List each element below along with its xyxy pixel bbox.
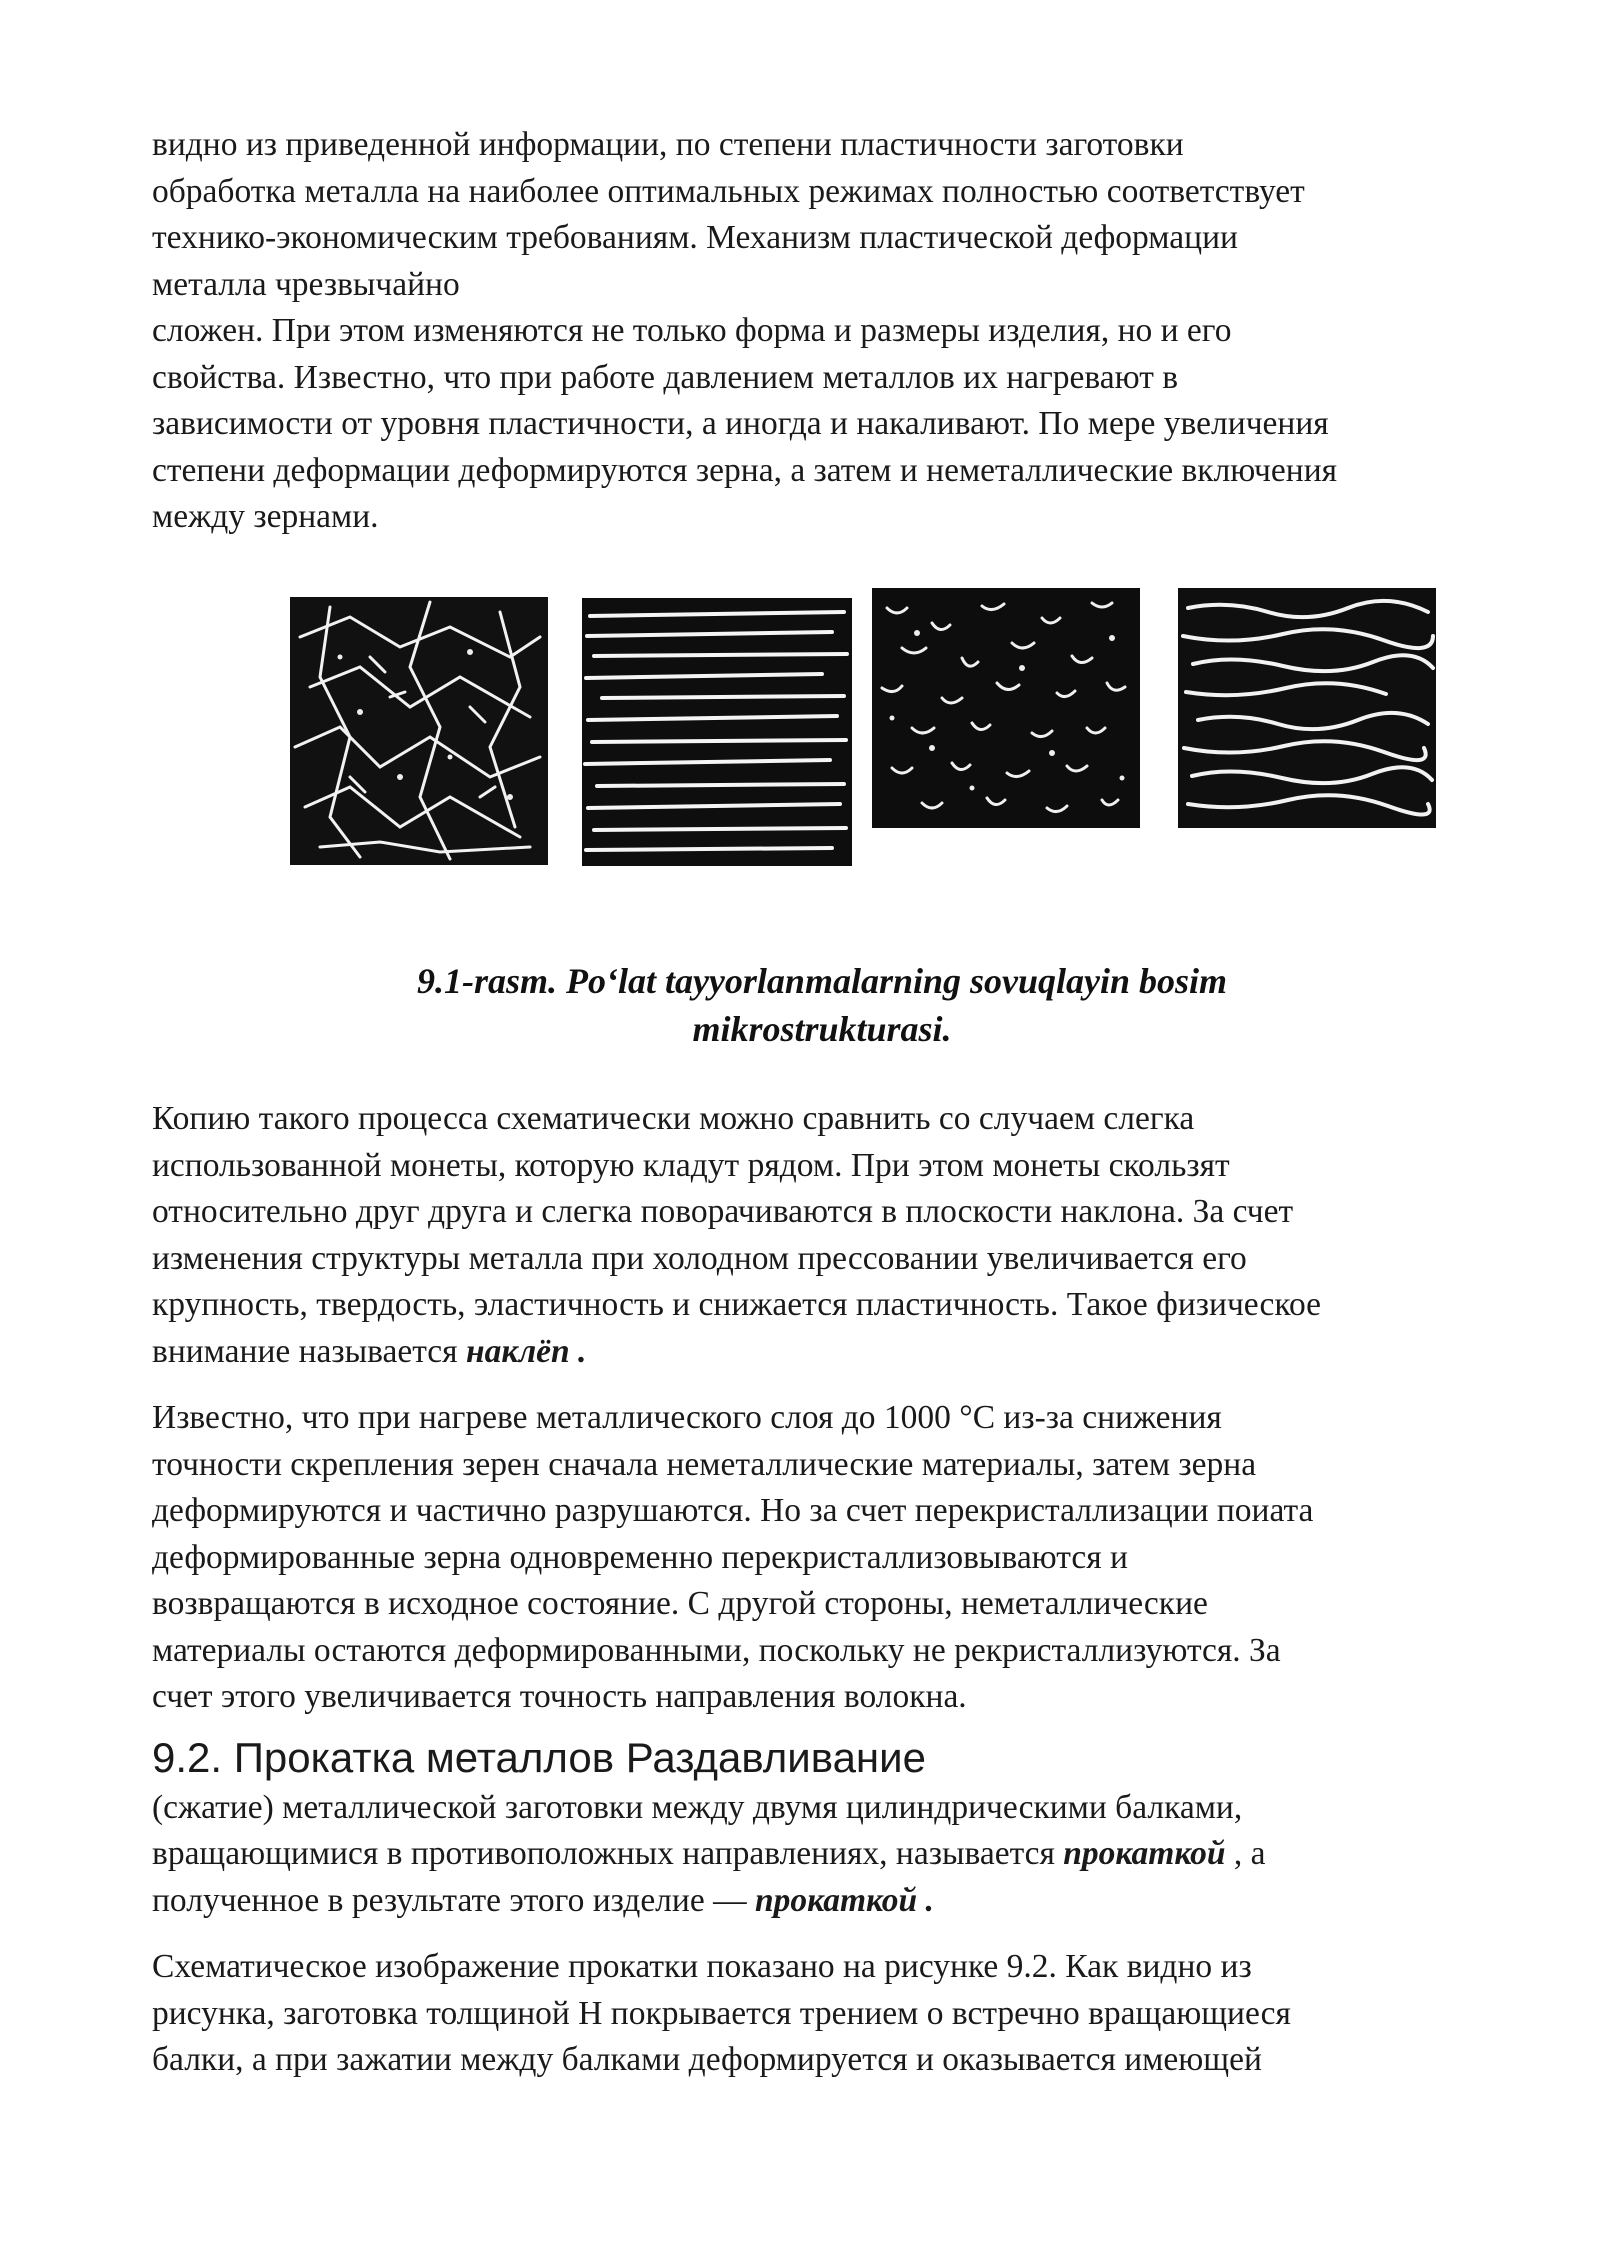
paragraph-heating [152, 1395, 1492, 1721]
paragraph-coins [152, 1096, 1492, 1375]
text-line: Копию такого процесса схематически можно сравнить со случаем слегка [152, 1100, 1195, 1137]
section-heading: 9.2. Прокатка металлов Раздавливание [152, 1733, 926, 1781]
text-line: технико-экономическим требованиям. Механизм пластической деформации [152, 219, 1238, 256]
microstructure-image-2 [582, 598, 852, 866]
text-line: точности скрепления зерен сначала неметаллические материалы, затем зерна [152, 1445, 1257, 1483]
text-line: (сжатие) металлической заготовки между двумя цилиндрическими балками, [152, 1788, 1243, 1826]
text-line: Схематическое изображение прокатки показано на рисунке 9.2. Как видно из [152, 1948, 1252, 1985]
caption-line: mikrostrukturasi. [692, 1009, 952, 1049]
term-prokatka-product: прокаткой . [754, 1881, 934, 1919]
figure-caption [152, 957, 1492, 1053]
elongated-grain-pattern-icon [1178, 588, 1436, 828]
text-line: между зернами. [152, 498, 379, 535]
paragraph-rolling-definition [152, 1785, 1492, 1925]
text-line: материалы остаются деформированными, поскольку не рекристаллизуются. За [152, 1631, 1281, 1669]
text-line: Известно, что при нагреве металлического слоя до 1000 °C из-за снижения [152, 1399, 1222, 1436]
page-body-continued [152, 1096, 1492, 2084]
text-line: изменения структуры металла при холодном прессовании увеличивается его [152, 1239, 1247, 1277]
term-prokatka: прокаткой [1063, 1835, 1226, 1872]
text-line: свойства. Известно, что при работе давлением металлов их нагревают в [152, 358, 1179, 396]
text-line: относительно друг друга и слегка поворачиваются в плоскости наклона. За счет [152, 1193, 1294, 1230]
text-line: полученное в результате этого изделие — [152, 1881, 755, 1919]
microstructure-image-3 [872, 588, 1140, 828]
text-line: балки, а при зажатии между балками деформируется и оказывается имеющей [152, 2041, 1262, 2078]
text-line: внимание называется [152, 1332, 466, 1370]
text-line: использованной монеты, которую кладут рядом. При этом монеты скользят [152, 1146, 1230, 1184]
microstructure-image-1 [290, 597, 548, 865]
text-line: вращающимися в противоположных направлениях, называется [152, 1835, 1064, 1872]
text-line: видно из приведенной информации, по степени пластичности заготовки [152, 126, 1184, 163]
text-line: возвращаются в исходное состояние. С другой стороны, неметаллические [152, 1585, 1208, 1622]
fibrous-pattern-icon [582, 598, 852, 866]
paragraph-intro [152, 122, 1492, 541]
microstructure-image-4 [1178, 588, 1436, 828]
caption-line: 9.1-rasm. Po‘lat tayyorlanmalarning sovuqlayin bosim [416, 961, 1228, 1001]
dendritic-pattern-icon [290, 597, 548, 865]
page-body [152, 122, 1492, 541]
text-line: крупность, твердость, эластичность и снижается пластичность. Такое физическое [152, 1286, 1321, 1323]
text-fragment: , а [1225, 1835, 1266, 1872]
granular-pattern-icon [872, 588, 1140, 828]
text-line: счет этого увеличивается точность направления волокна. [152, 1678, 967, 1715]
text-line: степени деформации деформируются зерна, а затем и неметаллические включения [152, 451, 1338, 489]
text-line: деформированные зерна одновременно перекристаллизовываются и [152, 1538, 1128, 1576]
text-line: сложен. При этом изменяются не только форма и размеры изделия, но и его [152, 312, 1232, 349]
text-line: зависимости от уровня пластичности, а иногда и накаливают. По мере увеличения [152, 405, 1329, 442]
text-line: металла чрезвычайно [152, 265, 460, 303]
text-line: обработка металла на наиболее оптимальных режимах полностью соответствует [152, 172, 1305, 210]
paragraph-rolling-scheme [152, 1944, 1492, 2084]
text-line: рисунка, заготовка толщиной H покрывается трением о встречно вращающиеся [152, 1994, 1291, 2032]
term-naklep: наклёп . [465, 1332, 587, 1370]
text-line: деформируются и частично разрушаются. Но за счет перекристаллизации поиата [152, 1492, 1314, 1529]
